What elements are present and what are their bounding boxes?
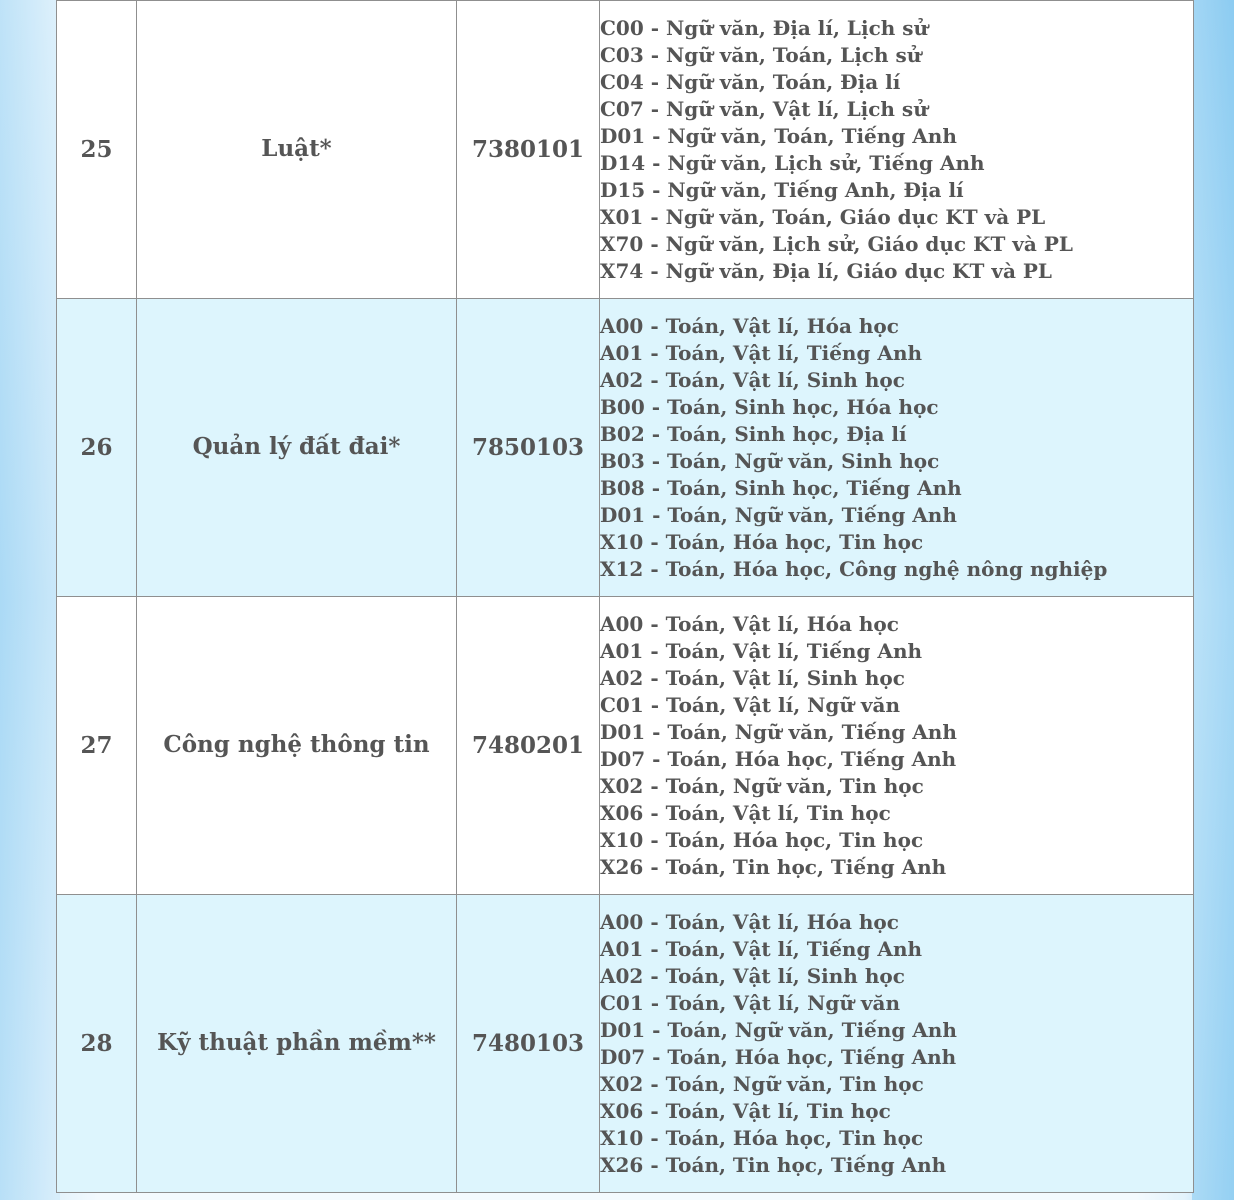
row-number: 28 — [57, 895, 137, 1193]
combination-item: D01 - Toán, Ngữ văn, Tiếng Anh — [600, 719, 957, 744]
combination-item: X02 - Toán, Ngữ văn, Tin học — [600, 1071, 924, 1096]
combination-item: A00 - Toán, Vật lí, Hóa học — [600, 611, 899, 636]
major-code: 7480201 — [457, 597, 600, 895]
combination-item: A01 - Toán, Vật lí, Tiếng Anh — [600, 638, 923, 663]
background-glow-right — [1192, 0, 1234, 1200]
combination-item: D07 - Toán, Hóa học, Tiếng Anh — [600, 1044, 957, 1069]
combination-item: C03 - Ngữ văn, Toán, Lịch sử — [600, 42, 922, 67]
combination-item: X70 - Ngữ văn, Lịch sử, Giáo dục KT và PL — [600, 231, 1073, 256]
combination-item: D15 - Ngữ văn, Tiếng Anh, Địa lí — [600, 177, 964, 202]
combination-item: A00 - Toán, Vật lí, Hóa học — [600, 313, 899, 338]
combination-item: X10 - Toán, Hóa học, Tin học — [600, 827, 924, 852]
combination-item: C01 - Toán, Vật lí, Ngữ văn — [600, 990, 901, 1015]
major-code: 7850103 — [457, 299, 600, 597]
combination-item: B00 - Toán, Sinh học, Hóa học — [600, 394, 939, 419]
combination-item: B03 - Toán, Ngữ văn, Sinh học — [600, 448, 940, 473]
combination-item: C04 - Ngữ văn, Toán, Địa lí — [600, 69, 901, 94]
combination-item: X10 - Toán, Hóa học, Tin học — [600, 1125, 924, 1150]
combination-item: B02 - Toán, Sinh học, Địa lí — [600, 421, 907, 446]
subject-combinations — [600, 1, 1194, 299]
combination-item: X02 - Toán, Ngữ văn, Tin học — [600, 773, 924, 798]
table-row — [57, 895, 1194, 1193]
combination-item: X06 - Toán, Vật lí, Tin học — [600, 1098, 891, 1123]
major-name: Quản lý đất đai* — [137, 299, 457, 597]
combination-item: A02 - Toán, Vật lí, Sinh học — [600, 367, 905, 392]
combination-item: X26 - Toán, Tin học, Tiếng Anh — [600, 1152, 947, 1177]
admission-table — [56, 0, 1194, 1193]
subject-combinations — [600, 597, 1194, 895]
combination-item: A01 - Toán, Vật lí, Tiếng Anh — [600, 340, 923, 365]
combination-item: D01 - Toán, Ngữ văn, Tiếng Anh — [600, 502, 957, 527]
table-row — [57, 299, 1194, 597]
combination-item: D07 - Toán, Hóa học, Tiếng Anh — [600, 746, 957, 771]
combination-item: X26 - Toán, Tin học, Tiếng Anh — [600, 854, 947, 879]
row-number: 27 — [57, 597, 137, 895]
combination-item: A02 - Toán, Vật lí, Sinh học — [600, 665, 905, 690]
combination-item: C07 - Ngữ văn, Vật lí, Lịch sử — [600, 96, 928, 121]
major-name: Kỹ thuật phần mềm** — [137, 895, 457, 1193]
subject-combinations — [600, 895, 1194, 1193]
combination-item: X10 - Toán, Hóa học, Tin học — [600, 529, 924, 554]
row-number: 26 — [57, 299, 137, 597]
combination-item: B08 - Toán, Sinh học, Tiếng Anh — [600, 475, 962, 500]
major-name: Luật* — [137, 1, 457, 299]
major-code: 7480103 — [457, 895, 600, 1193]
combination-item: A02 - Toán, Vật lí, Sinh học — [600, 963, 905, 988]
combination-item: X06 - Toán, Vật lí, Tin học — [600, 800, 891, 825]
combination-item: D01 - Ngữ văn, Toán, Tiếng Anh — [600, 123, 957, 148]
row-number: 25 — [57, 1, 137, 299]
combination-item: D01 - Toán, Ngữ văn, Tiếng Anh — [600, 1017, 957, 1042]
combination-item: X01 - Ngữ văn, Toán, Giáo dục KT và PL — [600, 204, 1046, 229]
combination-item: X12 - Toán, Hóa học, Công nghệ nông nghiệp — [600, 556, 1108, 581]
table-row — [57, 1, 1194, 299]
combination-item: D14 - Ngữ văn, Lịch sử, Tiếng Anh — [600, 150, 985, 175]
table-row — [57, 597, 1194, 895]
major-name: Công nghệ thông tin — [137, 597, 457, 895]
combination-item: A01 - Toán, Vật lí, Tiếng Anh — [600, 936, 923, 961]
subject-combinations — [600, 299, 1194, 597]
combination-item: C00 - Ngữ văn, Địa lí, Lịch sử — [600, 15, 929, 40]
combination-item: X74 - Ngữ văn, Địa lí, Giáo dục KT và PL — [600, 258, 1052, 283]
combination-item: C01 - Toán, Vật lí, Ngữ văn — [600, 692, 901, 717]
combination-item: A00 - Toán, Vật lí, Hóa học — [600, 909, 899, 934]
major-code: 7380101 — [457, 1, 600, 299]
background-glow-left — [0, 0, 60, 1200]
